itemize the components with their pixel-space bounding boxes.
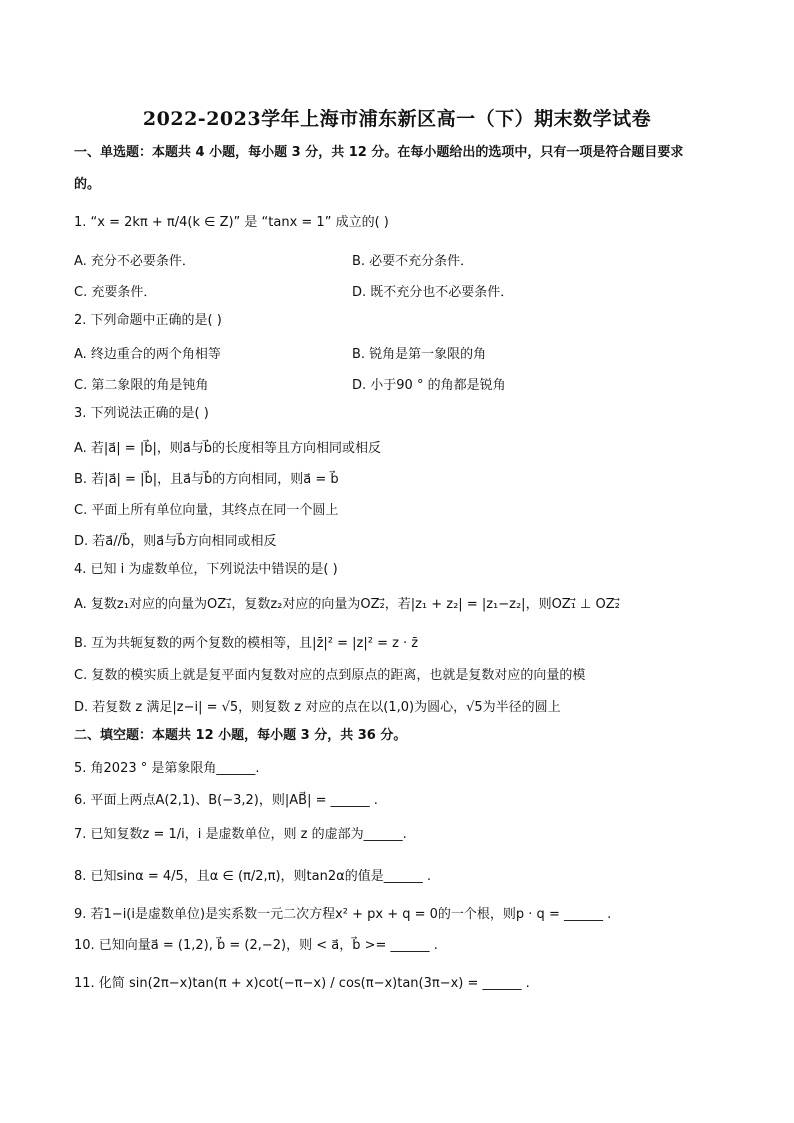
question-4-option-b: B. 互为共轭复数的两个复数的模相等，且|z̄|² = |z|² = z · z̄ (74, 636, 419, 651)
question-4-option-c: C. 复数的模实质上就是复平面内复数对应的点到原点的距离，也就是复数对应的向量的模 (74, 668, 586, 683)
question-7: 7. 已知复数z = 1/i，i 是虚数单位，则 z 的虚部为______. (74, 827, 407, 842)
question-4-stem: 4. 已知 i 为虚数单位，下列说法中错误的是( ) (74, 562, 338, 577)
question-10: 10. 已知向量a⃗ = (1,2), b⃗ = (2,−2)，则 < a⃗，b⃗ >= ______ . (74, 938, 438, 953)
question-3-option-c: C. 平面上所有单位向量，其终点在同一个圆上 (74, 503, 339, 518)
question-1-option-a: A. 充分不必要条件． (74, 254, 195, 269)
question-1-option-b: B. 必要不充分条件． (352, 254, 474, 269)
question-2-option-d: D. 小于90 ° 的角都是锐角 (352, 378, 506, 393)
question-2-option-c: C. 第二象限的角是钝角 (74, 378, 209, 393)
question-1-option-c: C. 充要条件． (74, 285, 157, 300)
page-title: 2022-2023学年上海市浦东新区高一（下）期末数学试卷 (142, 108, 652, 130)
question-5: 5. 角2023 ° 是第象限角______. (74, 761, 260, 776)
question-11: 11. 化简 sin(2π−x)tan(π + x)cot(−π−x) / cos(π−x)tan(3π−x) = ______ . (74, 976, 530, 991)
question-2-stem: 2. 下列命题中正确的是( ) (74, 313, 222, 328)
question-6: 6. 平面上两点A(2,1)、B(−3,2)，则|AB⃗| = ______ . (74, 793, 378, 808)
question-2-option-a: A. 终边重合的两个角相等 (74, 347, 221, 362)
question-1-option-d: D. 既不充分也不必要条件． (352, 285, 514, 300)
section1-heading-cont: 的。 (74, 177, 101, 192)
question-3-option-d: D. 若a⃗//b⃗，则a⃗与b⃗方向相同或相反 (74, 534, 277, 549)
section1-heading: 一、单选题：本题共 4 小题，每小题 3 分，共 12 分。在每小题给出的选项中，只有一项是符合题目要求 (74, 145, 684, 160)
question-4-option-a: A. 复数z₁对应的向量为OZ₁⃗，复数z₂对应的向量为OZ₂⃗，若|z₁ + z₂| = |z₁−z₂|，则OZ₁⃗ ⊥ OZ₂⃗ (74, 597, 620, 612)
question-3-stem: 3. 下列说法正确的是( ) (74, 406, 209, 421)
question-3-option-a: A. 若|a⃗| = |b⃗|，则a⃗与b⃗的长度相等且方向相同或相反 (74, 441, 382, 456)
section2-heading: 二、填空题：本题共 12 小题，每小题 3 分，共 36 分。 (74, 728, 407, 743)
question-8: 8. 已知sinα = 4/5，且α ∈ (π/2,π)，则tan2α的值是______ . (74, 869, 431, 884)
question-1-stem: 1. “x = 2kπ + π/4(k ∈ Z)” 是 “tanx = 1” 成立的( ) (74, 215, 389, 230)
question-3-option-b: B. 若|a⃗| = |b⃗|，且a⃗与b⃗的方向相同，则a⃗ = b⃗ (74, 472, 339, 487)
question-4-option-d: D. 若复数 z 满足|z−i| = √5，则复数 z 对应的点在以(1,0)为圆心，√5为半径的圆上 (74, 700, 561, 715)
question-2-option-b: B. 锐角是第一象限的角 (352, 347, 487, 362)
question-9: 9. 若1−i(i是虚数单位)是实系数一元二次方程x² + px + q = 0的一个根，则p · q = ______ . (74, 907, 612, 922)
